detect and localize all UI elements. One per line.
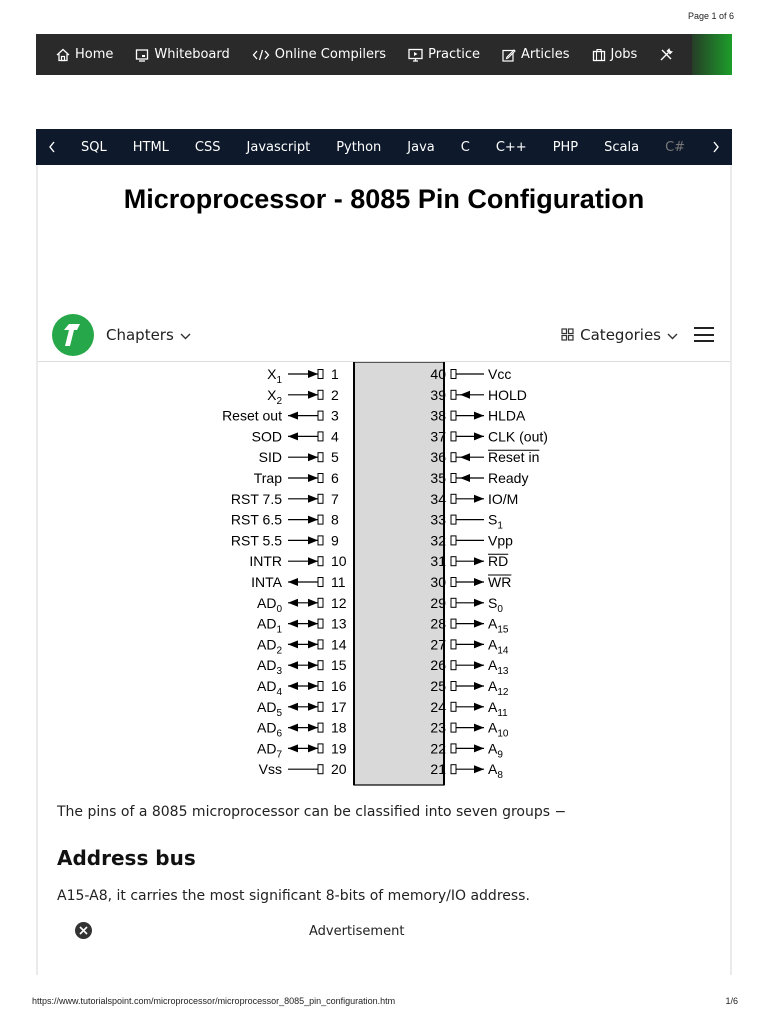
right-pin-30-arrow-out bbox=[474, 578, 484, 586]
chevron-down-icon bbox=[667, 326, 678, 344]
left-pin-5-pad bbox=[318, 453, 323, 462]
left-pin-14-arrow-in bbox=[308, 640, 318, 648]
left-pin-8-label: RST 6.5 bbox=[230, 511, 282, 528]
section-heading-address-bus: Address bus bbox=[57, 846, 196, 870]
left-pin-12-label: $AD_0$ bbox=[256, 594, 282, 615]
left-pin-18-pad bbox=[318, 723, 323, 732]
print-url: https://www.tutorialspoint.com/microprocessor/microprocessor_8085_pin_configuration.htm bbox=[32, 996, 396, 1006]
left-pin-7-label: RST 7.5 bbox=[230, 490, 282, 507]
left-pin-12-number: 12 bbox=[331, 594, 347, 611]
right-pin-34-pad bbox=[451, 494, 456, 503]
right-pin-38-pad bbox=[451, 411, 456, 420]
nav-online-compilers-label: Online Compilers bbox=[274, 47, 387, 62]
left-pin-4-arrow-out bbox=[288, 432, 298, 440]
right-pin-39-label: HOLD bbox=[488, 386, 527, 403]
right-pin-27-pad bbox=[451, 640, 456, 649]
left-pin-11-pad bbox=[318, 578, 323, 587]
left-pin-2-arrow-in bbox=[308, 391, 318, 399]
left-pin-10-number: 10 bbox=[331, 553, 347, 570]
right-pin-32-label: Vpp bbox=[488, 532, 513, 549]
left-pin-14-label: $AD_2$ bbox=[256, 636, 282, 657]
nav-practice[interactable] bbox=[408, 47, 480, 62]
left-pin-7-pad bbox=[318, 494, 323, 503]
right-pin-26-number: 26 bbox=[430, 657, 446, 674]
left-pin-18-arrow-in bbox=[308, 724, 318, 732]
nav-overflow-fade bbox=[692, 34, 732, 75]
right-pin-32-number: 32 bbox=[430, 532, 446, 549]
tutorialspoint-logo[interactable] bbox=[52, 314, 94, 356]
left-pin-11-number: 11 bbox=[331, 574, 346, 590]
category-python[interactable]: Python bbox=[336, 139, 382, 155]
nav-articles[interactable] bbox=[502, 47, 569, 62]
left-pin-13-arrow-out bbox=[288, 620, 298, 628]
left-pin-19-arrow-in bbox=[308, 744, 318, 752]
nav-jobs-label: Jobs bbox=[610, 47, 638, 62]
right-pin-31-pad bbox=[451, 557, 456, 566]
left-pin-13-number: 13 bbox=[331, 615, 347, 632]
right-pin-34-arrow-out bbox=[474, 495, 484, 503]
left-pin-1-arrow-in bbox=[308, 370, 318, 378]
left-pin-17-label: $AD_5$ bbox=[256, 698, 282, 719]
right-pin-24-arrow-out bbox=[474, 703, 484, 711]
left-pin-3-number: 3 bbox=[331, 407, 339, 424]
left-pin-9-arrow-in bbox=[308, 536, 318, 544]
left-pin-9-label: RST 5.5 bbox=[230, 532, 282, 549]
left-pin-2-pad bbox=[318, 390, 323, 399]
category-scroll-right[interactable] bbox=[700, 129, 732, 165]
category-javascript[interactable]: Javascript bbox=[246, 139, 311, 155]
category-bar bbox=[36, 129, 732, 165]
right-pin-28-number: 28 bbox=[430, 615, 446, 632]
right-pin-39-arrow-in bbox=[460, 391, 470, 399]
right-pin-22-label: $A_9$ bbox=[488, 740, 503, 761]
left-pin-17-arrow-in bbox=[308, 703, 318, 711]
right-pin-35-pad bbox=[451, 474, 456, 483]
left-pin-4-pad bbox=[318, 432, 323, 441]
right-pin-36-arrow-in bbox=[460, 453, 470, 461]
right-pin-29-pad bbox=[451, 598, 456, 607]
right-pin-34-label: IO/M bbox=[488, 490, 519, 507]
category-scala[interactable]: Scala bbox=[604, 139, 640, 155]
left-pin-16-number: 16 bbox=[331, 678, 347, 694]
left-pin-11-arrow-out bbox=[288, 578, 298, 586]
left-pin-5-arrow-in bbox=[308, 453, 318, 461]
left-pin-1-label: $X_1$ bbox=[267, 366, 282, 386]
right-pin-31-arrow-out bbox=[474, 557, 484, 565]
right-pin-21-number: 21 bbox=[430, 761, 446, 778]
right-pin-29-arrow-out bbox=[474, 599, 484, 607]
whiteboard-icon bbox=[135, 48, 149, 62]
right-pin-30-number: 30 bbox=[430, 574, 446, 590]
briefcase-icon bbox=[592, 48, 606, 62]
left-pin-15-number: 15 bbox=[331, 657, 347, 674]
left-pin-16-pad bbox=[318, 682, 323, 691]
right-pin-35-number: 35 bbox=[430, 470, 446, 486]
right-pin-29-number: 29 bbox=[430, 594, 446, 611]
left-pin-4-number: 4 bbox=[331, 428, 339, 445]
code-icon bbox=[252, 48, 270, 62]
left-pin-2-number: 2 bbox=[331, 386, 339, 403]
left-pin-17-arrow-out bbox=[288, 703, 298, 711]
left-pin-17-pad bbox=[318, 702, 323, 711]
right-pin-32-pad bbox=[451, 536, 456, 545]
left-pin-4-label: SOD bbox=[251, 428, 282, 445]
right-pin-38-arrow-out bbox=[474, 412, 484, 420]
chevron-left-icon bbox=[48, 141, 56, 153]
left-pin-9-pad bbox=[318, 536, 323, 545]
right-pin-26-arrow-out bbox=[474, 661, 484, 669]
right-pin-40-number: 40 bbox=[430, 366, 446, 382]
nav-whiteboard[interactable] bbox=[135, 47, 229, 62]
left-pin-15-pad bbox=[318, 661, 323, 670]
categories-dropdown[interactable] bbox=[561, 326, 678, 344]
right-pin-37-number: 37 bbox=[430, 428, 446, 445]
left-pin-6-label: Trap bbox=[253, 470, 282, 486]
chevron-down-icon bbox=[180, 326, 191, 344]
left-pin-8-pad bbox=[318, 515, 323, 524]
right-pin-23-number: 23 bbox=[430, 719, 446, 736]
print-page-number: Page 1 of 6 bbox=[687, 11, 734, 21]
advertisement-label: Advertisement bbox=[309, 924, 405, 939]
practice-icon bbox=[408, 48, 423, 62]
left-pin-10-label: INTR bbox=[249, 553, 282, 570]
left-pin-13-arrow-in bbox=[308, 620, 318, 628]
right-pin-36-number: 36 bbox=[430, 449, 446, 466]
right-pin-27-arrow-out bbox=[474, 640, 484, 648]
right-pin-34-number: 34 bbox=[430, 490, 446, 507]
left-pin-10-arrow-in bbox=[308, 557, 318, 565]
close-icon bbox=[79, 926, 88, 935]
left-pin-14-pad bbox=[318, 640, 323, 649]
left-pin-16-arrow-out bbox=[288, 682, 298, 690]
right-pin-27-label: $A_{14}$ bbox=[488, 636, 509, 657]
pin-diagram bbox=[200, 362, 580, 790]
right-pin-33-number: 33 bbox=[430, 511, 446, 528]
nav-home-label: Home bbox=[75, 47, 114, 62]
right-pin-28-label: $A_{15}$ bbox=[488, 615, 509, 636]
right-pin-29-label: $S_0$ bbox=[488, 594, 503, 615]
right-pin-36-pad bbox=[451, 453, 456, 462]
close-ad-button[interactable] bbox=[75, 922, 92, 939]
left-pin-19-pad bbox=[318, 744, 323, 753]
right-pin-27-number: 27 bbox=[430, 636, 446, 653]
left-pin-3-label: Reset out bbox=[222, 407, 282, 424]
left-pin-19-label: $AD_7$ bbox=[256, 740, 282, 761]
right-pin-25-pad bbox=[451, 682, 456, 691]
intro-text: The pins of a 8085 microprocessor can be classified into seven groups − bbox=[57, 804, 567, 820]
left-pin-1-pad bbox=[318, 370, 323, 379]
left-pin-18-arrow-out bbox=[288, 724, 298, 732]
right-pin-39-pad bbox=[451, 390, 456, 399]
left-pin-5-label: SID bbox=[258, 449, 282, 466]
right-pin-35-arrow-in bbox=[460, 474, 470, 482]
right-pin-39-number: 39 bbox=[430, 386, 446, 403]
right-pin-28-arrow-out bbox=[474, 620, 484, 628]
left-pin-16-arrow-in bbox=[308, 682, 318, 690]
left-pin-6-arrow-in bbox=[308, 474, 318, 482]
right-pin-36-label: Reset in bbox=[488, 449, 540, 466]
category-css[interactable]: CSS bbox=[194, 139, 221, 155]
right-pin-37-arrow-out bbox=[474, 432, 484, 440]
left-pin-3-arrow-out bbox=[288, 412, 298, 420]
right-pin-24-label: $A_{11}$ bbox=[488, 698, 508, 719]
left-pin-20-number: 20 bbox=[331, 761, 347, 778]
nav-tools[interactable] bbox=[659, 48, 678, 62]
left-pin-11-label: INTA bbox=[251, 574, 282, 590]
right-pin-26-label: $A_{13}$ bbox=[488, 657, 509, 678]
left-pin-8-arrow-in bbox=[308, 516, 318, 524]
right-pin-38-label: HLDA bbox=[488, 407, 526, 424]
nav-jobs[interactable] bbox=[592, 47, 638, 62]
right-pin-40-label: Vcc bbox=[488, 366, 512, 382]
left-pin-17-number: 17 bbox=[331, 698, 347, 715]
right-pin-30-pad bbox=[451, 578, 456, 587]
nav-online-compilers[interactable] bbox=[252, 47, 386, 62]
left-pin-15-arrow-in bbox=[308, 661, 318, 669]
right-pin-24-number: 24 bbox=[430, 698, 446, 715]
left-pin-12-arrow-out bbox=[288, 599, 298, 607]
grid-icon bbox=[561, 328, 574, 341]
right-pin-24-pad bbox=[451, 702, 456, 711]
right-pin-30-label: WR bbox=[488, 574, 512, 590]
right-pin-31-number: 31 bbox=[430, 553, 446, 570]
chevron-right-icon bbox=[712, 141, 720, 153]
category-html[interactable]: HTML bbox=[132, 139, 169, 155]
left-pin-20-pad bbox=[318, 765, 323, 774]
page-title: Microprocessor - 8085 Pin Configuration bbox=[123, 184, 645, 214]
left-pin-19-arrow-out bbox=[288, 744, 298, 752]
edit-icon bbox=[502, 48, 516, 62]
right-pin-22-number: 22 bbox=[430, 740, 446, 757]
right-pin-22-arrow-out bbox=[474, 744, 484, 752]
category-php[interactable]: PHP bbox=[552, 139, 579, 155]
left-pin-18-label: $AD_6$ bbox=[256, 719, 282, 740]
right-pin-25-arrow-out bbox=[474, 682, 484, 690]
nav-whiteboard-label: Whiteboard bbox=[154, 47, 230, 62]
home-icon bbox=[56, 48, 70, 62]
right-pin-21-arrow-out bbox=[474, 765, 484, 773]
menu-icon[interactable] bbox=[694, 327, 714, 342]
left-pin-10-pad bbox=[318, 557, 323, 566]
left-pin-15-arrow-out bbox=[288, 661, 298, 669]
right-pin-33-pad bbox=[451, 515, 456, 524]
left-pin-16-label: $AD_4$ bbox=[256, 678, 282, 698]
left-pin-3-pad bbox=[318, 411, 323, 420]
chapters-label: Chapters bbox=[106, 325, 174, 344]
left-pin-20-label: Vss bbox=[258, 761, 282, 778]
left-pin-19-number: 19 bbox=[331, 740, 347, 757]
print-footer-page: 1/6 bbox=[725, 996, 738, 1006]
right-pin-26-pad bbox=[451, 661, 456, 670]
category-cpp[interactable]: C++ bbox=[495, 139, 527, 155]
category-java[interactable]: Java bbox=[407, 139, 435, 155]
left-pin-14-number: 14 bbox=[331, 636, 347, 653]
right-pin-25-label: $A_{12}$ bbox=[488, 678, 509, 698]
nav-articles-label: Articles bbox=[521, 47, 570, 62]
right-pin-28-pad bbox=[451, 619, 456, 628]
category-csharp[interactable]: C# bbox=[665, 139, 686, 155]
left-pin-7-number: 7 bbox=[331, 490, 339, 507]
left-pin-18-number: 18 bbox=[331, 719, 347, 736]
left-pin-12-pad bbox=[318, 598, 323, 607]
left-pin-6-number: 6 bbox=[331, 470, 339, 486]
left-pin-14-arrow-out bbox=[288, 640, 298, 648]
right-pin-37-label: CLK (out) bbox=[488, 428, 548, 445]
right-pin-21-pad bbox=[451, 765, 456, 774]
right-pin-21-label: $A_8$ bbox=[488, 761, 503, 782]
right-pin-23-arrow-out bbox=[474, 724, 484, 732]
category-sql[interactable]: SQL bbox=[81, 139, 107, 155]
category-scroll-left[interactable] bbox=[36, 129, 68, 165]
nav-practice-label: Practice bbox=[428, 47, 481, 62]
chapters-dropdown[interactable] bbox=[106, 326, 191, 344]
address-bus-text: A15-A8, it carries the most significant 8-bits of memory/IO address. bbox=[57, 888, 530, 904]
right-pin-33-label: $S_1$ bbox=[488, 511, 503, 532]
right-pin-23-label: $A_{10}$ bbox=[488, 719, 509, 740]
left-pin-9-number: 9 bbox=[331, 532, 339, 549]
left-pin-7-arrow-in bbox=[308, 495, 318, 503]
categories-label: Categories bbox=[580, 325, 661, 344]
left-pin-1-number: 1 bbox=[331, 366, 339, 382]
right-pin-23-pad bbox=[451, 723, 456, 732]
right-pin-40-pad bbox=[451, 370, 456, 379]
left-pin-13-label: $AD_1$ bbox=[256, 615, 282, 636]
nav-home[interactable] bbox=[56, 47, 113, 62]
left-pin-6-pad bbox=[318, 474, 323, 483]
right-pin-38-number: 38 bbox=[430, 407, 446, 424]
right-pin-31-label: RD bbox=[488, 553, 509, 570]
right-pin-37-pad bbox=[451, 432, 456, 441]
tools-icon bbox=[659, 48, 673, 62]
right-pin-35-label: Ready bbox=[488, 470, 529, 486]
right-pin-22-pad bbox=[451, 744, 456, 753]
left-pin-15-label: $AD_3$ bbox=[256, 657, 282, 678]
left-pin-2-label: $X_2$ bbox=[267, 386, 282, 407]
left-pin-5-number: 5 bbox=[331, 449, 339, 466]
left-pin-12-arrow-in bbox=[308, 599, 318, 607]
category-c[interactable]: C bbox=[460, 139, 470, 155]
right-pin-25-number: 25 bbox=[430, 678, 446, 694]
site-bar bbox=[38, 308, 730, 362]
left-pin-13-pad bbox=[318, 619, 323, 628]
top-navigation bbox=[36, 34, 732, 75]
left-pin-8-number: 8 bbox=[331, 511, 339, 528]
